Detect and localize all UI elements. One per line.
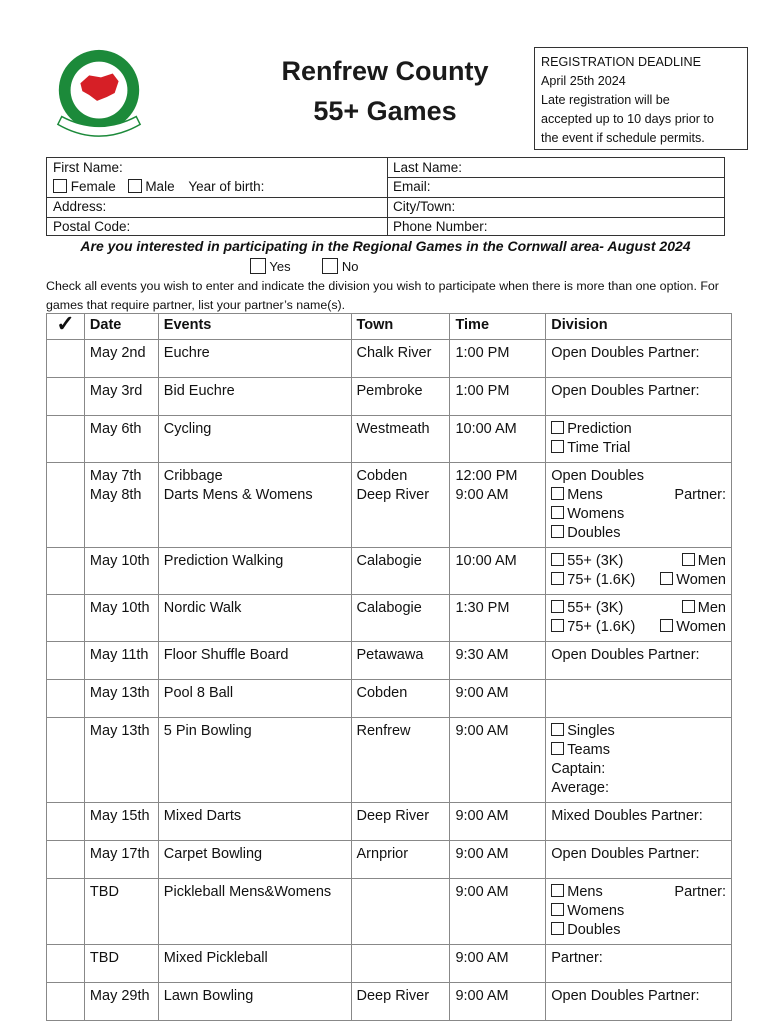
event-cell: Lawn Bowling [158, 983, 351, 1021]
town-cell: Westmeath [351, 416, 450, 463]
table-header-row [47, 314, 732, 340]
date-cell: May 2nd [84, 340, 158, 378]
regional-games-question: Are you interested in participating in the Regional Games in the Cornwall area- August 2024 [80, 238, 691, 254]
select-cell[interactable] [47, 340, 85, 378]
time-cell: 10:00 AM [450, 548, 546, 595]
female-checkbox[interactable] [53, 179, 67, 193]
female-label: Female [70, 179, 116, 194]
registration-deadline-box [534, 47, 748, 150]
deadline-note-3: the event if schedule permits. [541, 131, 705, 145]
select-cell[interactable] [47, 416, 85, 463]
event-cell: Mixed Pickleball [158, 945, 351, 983]
table-row [47, 463, 732, 548]
select-cell[interactable] [47, 642, 85, 680]
deadline-heading: REGISTRATION DEADLINE [541, 55, 702, 69]
option-label: Time Trial [567, 440, 631, 456]
division-cell: Open Doubles Partner: [546, 340, 732, 378]
division-cell [546, 680, 732, 718]
deadline-note-2: accepted up to 10 days prior to [541, 112, 714, 126]
event-cell: Pickleball Mens&Womens [158, 879, 351, 945]
table-row [47, 680, 732, 718]
column-header-town: Town [351, 314, 450, 340]
division-cell: Mens Partner: Womens Doubles [546, 879, 732, 945]
option-checkbox[interactable] [551, 922, 564, 935]
town-cell: Deep River [351, 803, 450, 841]
date-cell: May 13th [84, 680, 158, 718]
page-title-line1: Renfrew County [281, 56, 489, 86]
select-cell[interactable] [47, 463, 85, 548]
option-checkbox[interactable] [660, 572, 673, 585]
time-cell: 9:00 AM [450, 841, 546, 879]
event-cell: Carpet Bowling [158, 841, 351, 879]
town-cell: Cobden [351, 680, 450, 718]
event-cell: Mixed Darts [158, 803, 351, 841]
option-label: Prediction [567, 421, 632, 437]
date-cell: May 10th [84, 548, 158, 595]
event-cell: Bid Euchre [158, 378, 351, 416]
select-cell[interactable] [47, 945, 85, 983]
town-cell: Arnprior [351, 841, 450, 879]
town-cell [351, 945, 450, 983]
option-checkbox[interactable] [551, 525, 564, 538]
date-cell: May 13th [84, 718, 158, 803]
division-cell: Open Doubles Partner: [546, 642, 732, 680]
town-cell: Petawawa [351, 642, 450, 680]
column-header-division: Division [546, 314, 732, 340]
option-checkbox[interactable] [660, 619, 673, 632]
partner-field[interactable]: Partner: [674, 487, 726, 503]
select-cell[interactable] [47, 595, 85, 642]
yes-checkbox[interactable] [250, 258, 266, 274]
division-cell: Singles Teams Captain: Average: [546, 718, 732, 803]
time-cell: 9:00 AM [450, 879, 546, 945]
division-cell: 55+ (3K) Men 75+ (1.6K) Women [546, 595, 732, 642]
date-cell: May 3rd [84, 378, 158, 416]
instructions-text: Check all events you wish to enter and indicate the division you wish to participate when there is more than one option. For games that require partner, list your partner’s name(s). [46, 279, 719, 312]
option-checkbox[interactable] [551, 553, 564, 566]
option-checkbox[interactable] [551, 723, 564, 736]
division-cell: Partner: [546, 945, 732, 983]
option-checkbox[interactable] [551, 440, 564, 453]
male-checkbox[interactable] [128, 179, 142, 193]
select-cell[interactable] [47, 718, 85, 803]
no-label: No [341, 259, 359, 274]
select-cell[interactable] [47, 983, 85, 1021]
date-cell: TBD [84, 945, 158, 983]
option-checkbox[interactable] [682, 600, 695, 613]
table-row [47, 548, 732, 595]
option-checkbox[interactable] [682, 553, 695, 566]
table-row [47, 416, 732, 463]
date-cell: May 29th [84, 983, 158, 1021]
division-cell: Mixed Doubles Partner: [546, 803, 732, 841]
table-row [47, 340, 732, 378]
postal-code-field[interactable]: Postal Code: [53, 219, 131, 234]
time-cell: 9:00 AM [450, 680, 546, 718]
column-header-time: Time [450, 314, 546, 340]
town-cell: Renfrew [351, 718, 450, 803]
date-cell: May 7th May 8th [84, 463, 158, 548]
table-row [47, 879, 732, 945]
town-cell: Calabogie [351, 548, 450, 595]
checkmark-icon: ✓ [47, 314, 85, 340]
event-cell: Cribbage Darts Mens & Womens [158, 463, 351, 548]
deadline-note-1: Late registration will be [541, 93, 670, 107]
event-cell: Euchre [158, 340, 351, 378]
gender-row [53, 179, 264, 194]
event-cell: Floor Shuffle Board [158, 642, 351, 680]
select-cell[interactable] [47, 879, 85, 945]
division-cell: 55+ (3K) Men 75+ (1.6K) Women [546, 548, 732, 595]
time-cell: 1:00 PM [450, 378, 546, 416]
partner-field[interactable]: Partner: [674, 884, 726, 900]
year-of-birth-field[interactable]: Year of birth: [188, 179, 265, 194]
deadline-date: April 25th 2024 [541, 74, 626, 88]
first-name-field[interactable]: First Name: [53, 160, 123, 175]
option-checkbox[interactable] [551, 506, 564, 519]
time-cell: 9:30 AM [450, 642, 546, 680]
time-cell: 9:00 AM [450, 718, 546, 803]
division-cell: Open Doubles Partner: [546, 983, 732, 1021]
captain-field[interactable]: Captain: [551, 761, 606, 777]
last-name-field[interactable]: Last Name: [393, 160, 463, 175]
no-checkbox[interactable] [322, 258, 338, 274]
division-cell [546, 416, 732, 463]
table-row [47, 595, 732, 642]
select-cell[interactable] [47, 803, 85, 841]
select-cell[interactable] [47, 680, 85, 718]
option-checkbox[interactable] [551, 421, 564, 434]
division-cell: Open Doubles Partner: [546, 841, 732, 879]
time-cell: 9:00 AM [450, 945, 546, 983]
time-cell: 1:00 PM [450, 340, 546, 378]
yes-label: Yes [269, 259, 291, 274]
column-header-date: Date [84, 314, 158, 340]
renfrew-county-logo [50, 46, 148, 144]
events-table [46, 313, 732, 1021]
table-row [47, 718, 732, 803]
town-cell: Cobden Deep River [351, 463, 450, 548]
date-cell: May 17th [84, 841, 158, 879]
option-checkbox[interactable] [551, 487, 564, 500]
option-checkbox[interactable] [551, 572, 564, 585]
average-field[interactable]: Average: [551, 780, 610, 796]
table-row [47, 841, 732, 879]
event-cell: 5 Pin Bowling [158, 718, 351, 803]
time-cell: 9:00 AM [450, 983, 546, 1021]
table-row [47, 945, 732, 983]
event-cell: Prediction Walking [158, 548, 351, 595]
option-checkbox[interactable] [551, 742, 564, 755]
town-cell: Deep River [351, 983, 450, 1021]
city-town-field[interactable]: City/Town: [393, 199, 456, 214]
table-row [47, 378, 732, 416]
option-checkbox[interactable] [551, 903, 564, 916]
phone-number-field[interactable]: Phone Number: [393, 219, 488, 234]
division-cell: Open Doubles Partner: [546, 378, 732, 416]
option-checkbox[interactable] [551, 884, 564, 897]
male-label: Male [145, 179, 175, 194]
select-cell[interactable] [47, 548, 85, 595]
column-header-events: Events [158, 314, 351, 340]
time-cell: 10:00 AM [450, 416, 546, 463]
select-cell[interactable] [47, 378, 85, 416]
select-cell[interactable] [47, 841, 85, 879]
time-cell: 9:00 AM [450, 803, 546, 841]
date-cell: TBD [84, 879, 158, 945]
event-cell: Nordic Walk [158, 595, 351, 642]
town-cell: Pembroke [351, 378, 450, 416]
time-cell: 12:00 PM 9:00 AM [450, 463, 546, 548]
town-cell: Calabogie [351, 595, 450, 642]
event-cell: Pool 8 Ball [158, 680, 351, 718]
address-field[interactable]: Address: [53, 199, 107, 214]
date-cell: May 11th [84, 642, 158, 680]
date-cell: May 10th [84, 595, 158, 642]
email-field[interactable]: Email: [393, 179, 431, 194]
time-cell: 1:30 PM [450, 595, 546, 642]
page-title-line2: 55+ Games [313, 96, 457, 126]
option-checkbox[interactable] [551, 600, 564, 613]
town-cell: Chalk River [351, 340, 450, 378]
personal-info-form [46, 157, 725, 236]
date-cell: May 6th [84, 416, 158, 463]
yes-no-options [250, 258, 358, 274]
table-row [47, 983, 732, 1021]
event-cell: Cycling [158, 416, 351, 463]
town-cell [351, 879, 450, 945]
option-checkbox[interactable] [551, 619, 564, 632]
date-cell: May 15th [84, 803, 158, 841]
table-row [47, 642, 732, 680]
division-cell: Open Doubles Mens Partner: Womens Doubles [546, 463, 732, 548]
table-row [47, 803, 732, 841]
